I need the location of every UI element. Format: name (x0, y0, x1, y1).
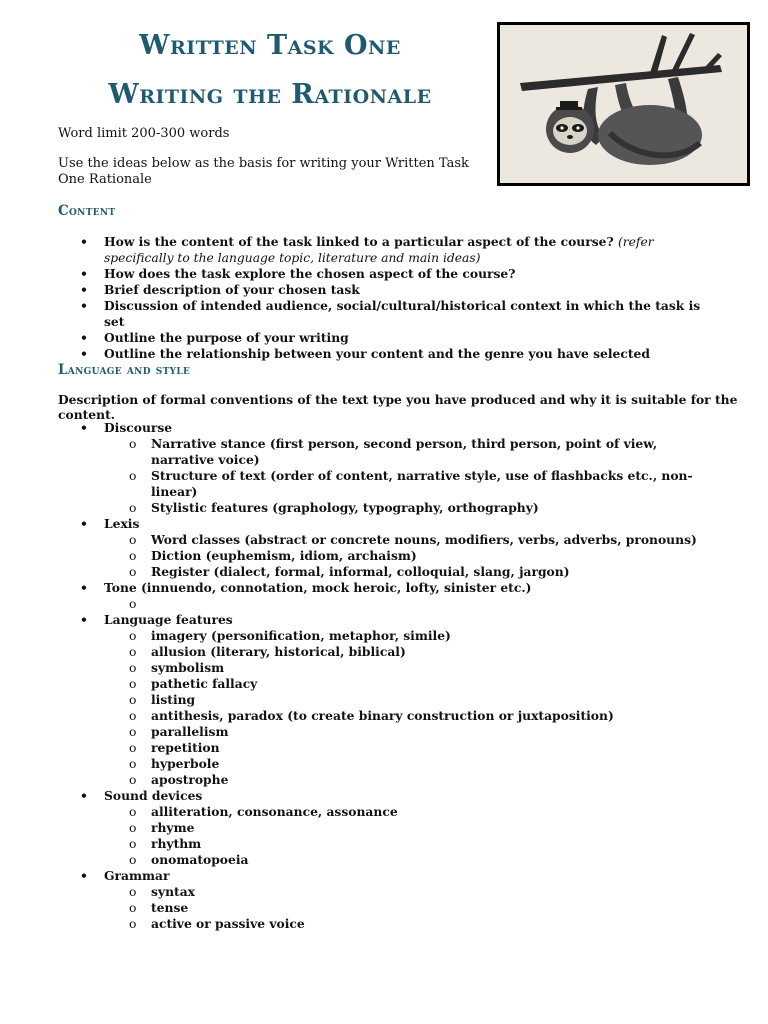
sub-item: o rhythm (104, 836, 720, 852)
sub-item: o symbolism (104, 660, 720, 676)
list-item: • Language features o imagery (personification, metaphor, simile) o allusion (literary, historical, biblical) o symbolism o pathetic fallacy o listing o antithesis, paradox (to create binary construction or juxtaposition) o parallelism o repetition o hyperbole o apostrophe (0, 612, 720, 788)
sub-item: o Structure of text (order of content, narrative style, use of flashbacks etc., non-linear) (104, 468, 720, 500)
language-heading: Language and style (58, 362, 191, 378)
note: (refer specifically to the language topic, literature and main ideas) (104, 235, 654, 265)
sub-item: o Stylistic features (graphology, typography, orthography) (104, 500, 720, 516)
list-item: • Sound devices o alliteration, consonance, assonance o rhyme o rhythm o onomatopoeia (0, 788, 720, 868)
language-description: Description of formal conventions of the text type you have produced and why it is suitable for the content. (58, 392, 738, 422)
sub-item: o imagery (personification, metaphor, simile) (104, 628, 720, 644)
sub-item: o apostrophe (104, 772, 720, 788)
sub-item: o syntax (104, 884, 720, 900)
language-list (0, 420, 720, 932)
sub-item: o repetition (104, 740, 720, 756)
content-heading: Content (58, 203, 116, 219)
sub-item: o pathetic fallacy (104, 676, 720, 692)
sub-item: o alliteration, consonance, assonance (104, 804, 720, 820)
sub-item: o Narrative stance (first person, second person, third person, point of view, narrative voice) (104, 436, 720, 468)
sub-item: o hyperbole (104, 756, 720, 772)
word-limit: Word limit 200-300 words (58, 126, 230, 141)
list-item: • Discourse o Narrative stance (first person, second person, third person, point of view, narrative voice) o Structure of text (order of content, narrative style, use of flashbacks etc., non-linear) o Stylistic features (graphology, typography, orthography) (0, 420, 720, 516)
sub-item: o rhyme (104, 820, 720, 836)
sub-list (104, 596, 720, 612)
list-item: • Grammar o syntax o tense o active or passive voice (0, 868, 720, 932)
sub-item: o allusion (literary, historical, biblical) (104, 644, 720, 660)
sub-list (104, 532, 720, 580)
intro-text: Use the ideas below as the basis for writing your Written Task One Rationale (58, 156, 469, 187)
list-item: • Lexis o Word classes (abstract or concrete nouns, modifiers, verbs, adverbs, pronouns) o Diction (euphemism, idiom, archaism) o Register (dialect, formal, informal, colloquial, slang, jargon) (0, 516, 720, 580)
document-title: Written Task One (139, 30, 401, 61)
sub-list (104, 436, 720, 516)
sub-item: o onomatopoeia (104, 852, 720, 868)
sub-list (104, 628, 720, 788)
sub-item: o antithesis, paradox (to create binary construction or juxtaposition) (104, 708, 720, 724)
sub-list (104, 804, 720, 868)
sloth-illustration (497, 22, 750, 186)
sub-item (104, 596, 720, 612)
sub-item: o Diction (euphemism, idiom, archaism) (104, 548, 720, 564)
list-item: • How is the content of the task linked to a particular aspect of the course? (refer specifically to the language topic, literature and main ideas) (0, 234, 720, 266)
list-item: • Outline the relationship between your content and the genre you have selected (0, 346, 720, 362)
sub-item: o Register (dialect, formal, informal, colloquial, slang, jargon) (104, 564, 720, 580)
content-list (0, 234, 720, 362)
list-item: • Brief description of your chosen task (0, 282, 720, 298)
list-item: • How does the task explore the chosen aspect of the course? (0, 266, 720, 282)
sub-item: o parallelism (104, 724, 720, 740)
document-subtitle: Writing the Rationale (108, 79, 432, 110)
sub-item: o Word classes (abstract or concrete nouns, modifiers, verbs, adverbs, pronouns) (104, 532, 720, 548)
sloth-icon (500, 25, 747, 183)
sub-item: o active or passive voice (104, 916, 720, 932)
sub-item: o tense (104, 900, 720, 916)
list-item: • Tone (innuendo, connotation, mock heroic, lofty, sinister etc.) o (0, 580, 720, 612)
list-item: • Discussion of intended audience, social/cultural/historical context in which the task is set (0, 298, 720, 330)
sub-item: o listing (104, 692, 720, 708)
sub-list (104, 884, 720, 932)
list-item: • Outline the purpose of your writing (0, 330, 720, 346)
